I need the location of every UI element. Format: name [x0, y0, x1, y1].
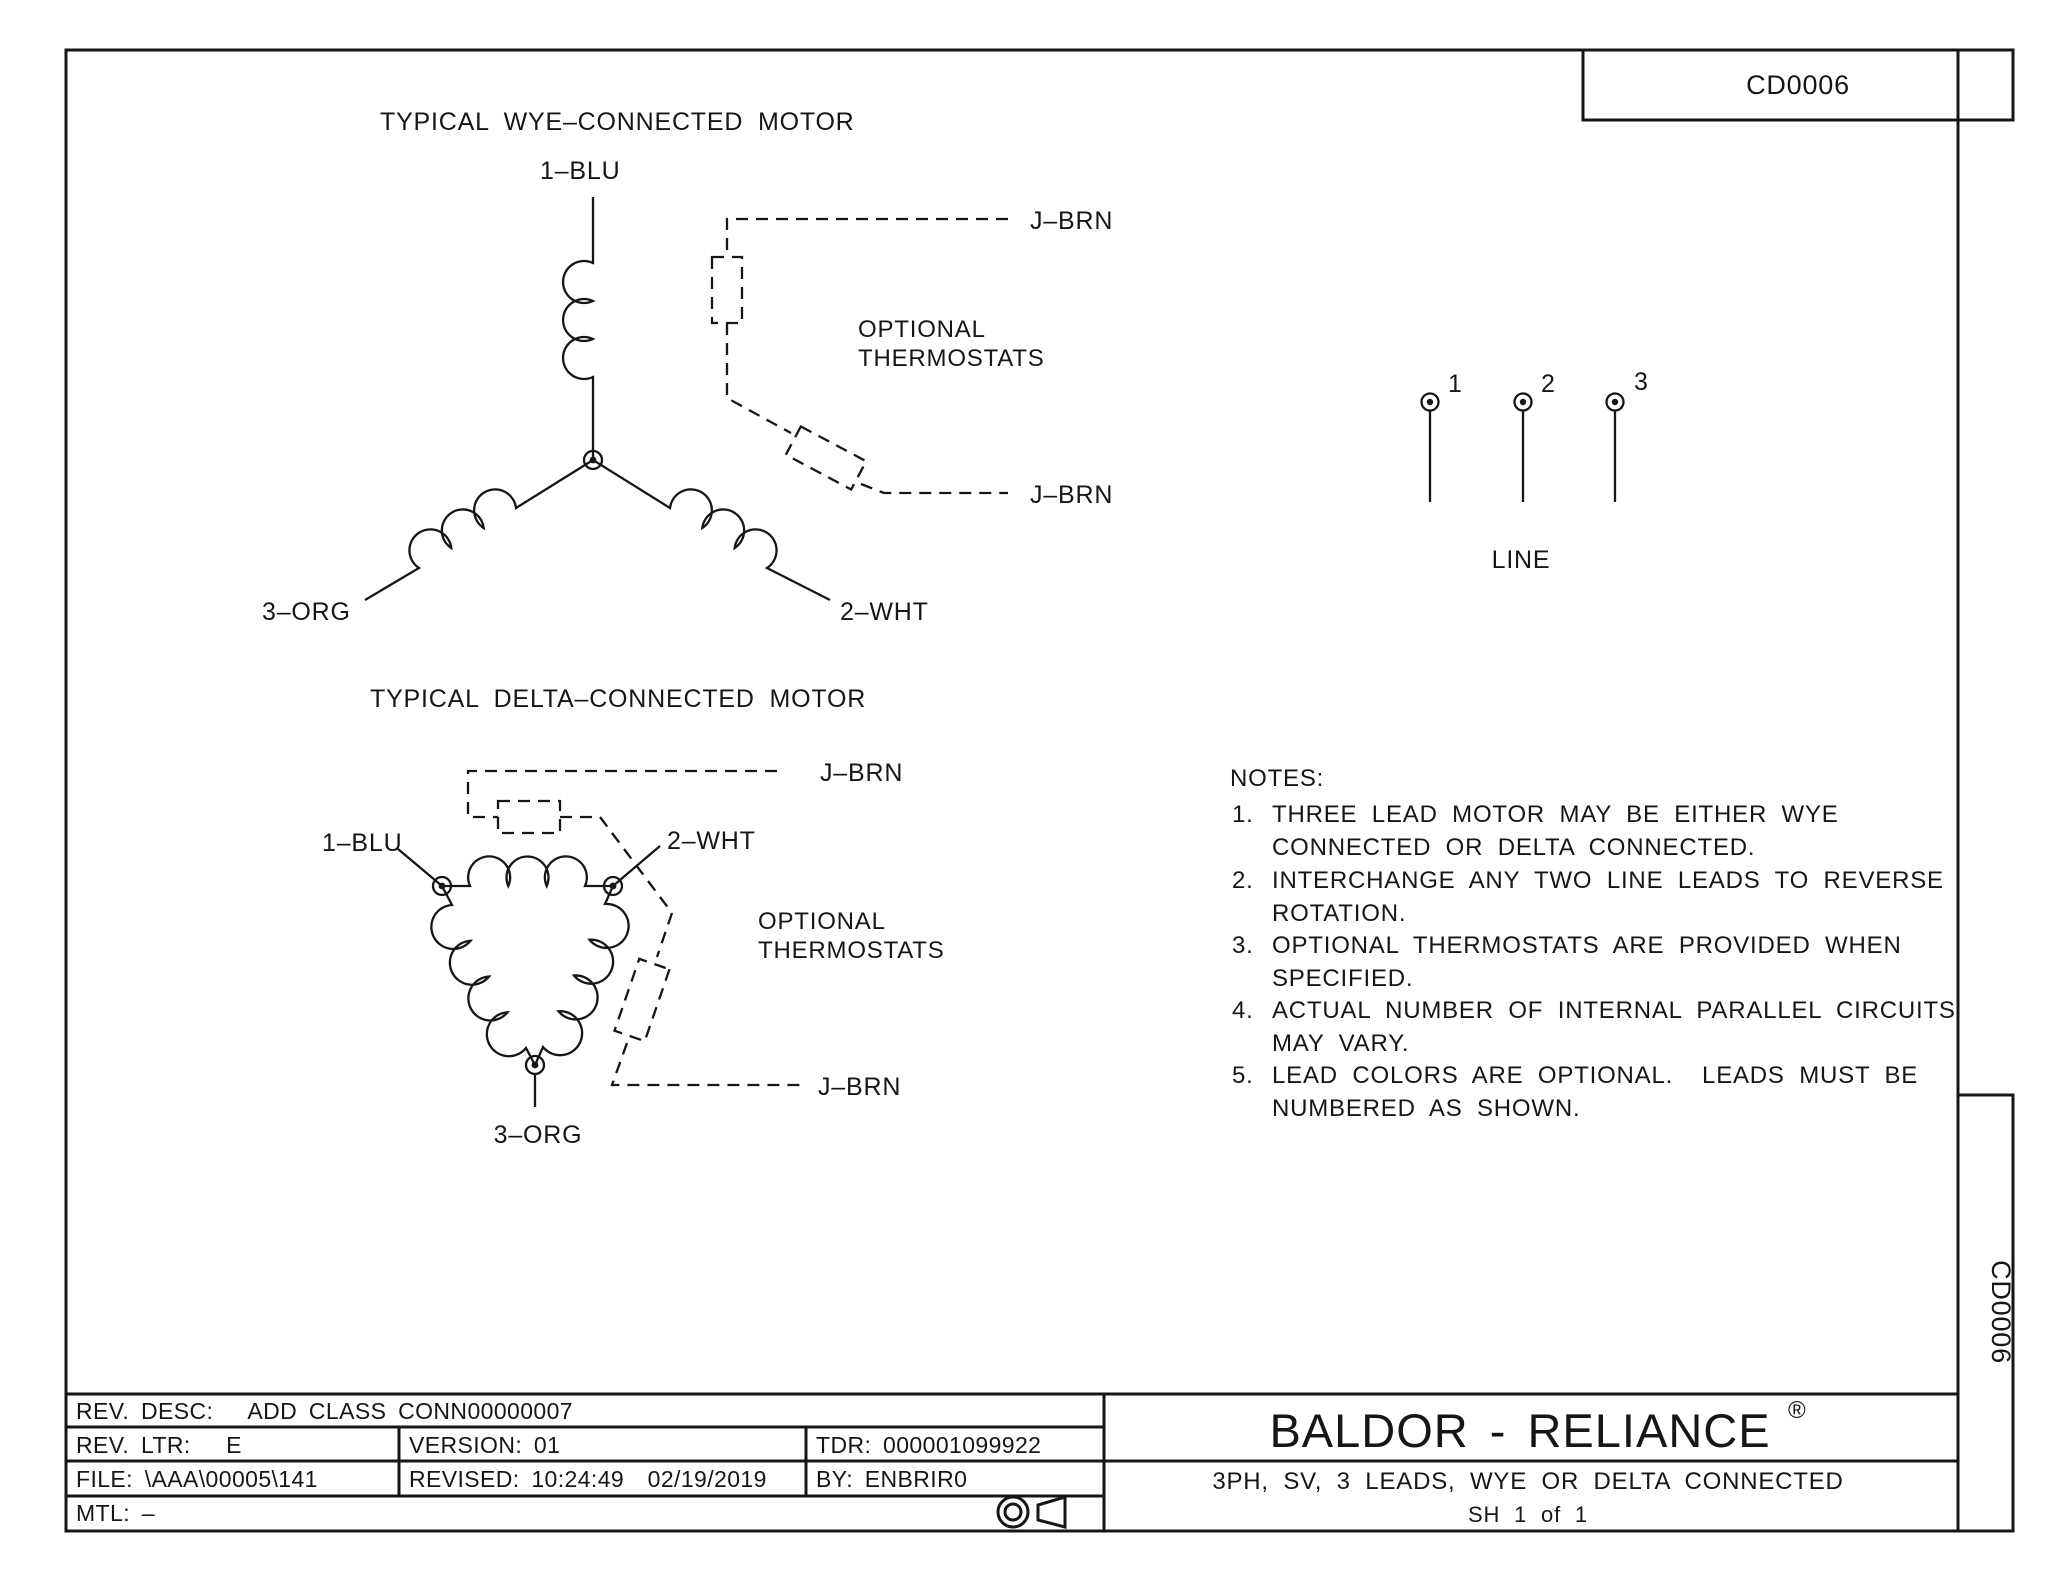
wye-title: TYPICAL WYE–CONNECTED MOTOR: [380, 108, 855, 136]
wye-lead3-label: 3–ORG: [262, 598, 351, 626]
revised-field: REVISED: 10:24:49 02/19/2019: [409, 1466, 767, 1492]
notes-heading: NOTES:: [1230, 765, 1325, 792]
line-terminal-2-label: 2: [1541, 370, 1556, 398]
wye-thermostat-label-1: OPTIONAL: [858, 316, 986, 343]
wye-jbrn-bottom-label: J–BRN: [1030, 481, 1114, 509]
delta-coil-left: [431, 886, 535, 1065]
rev-ltr-field: REV. LTR: E: [76, 1432, 242, 1458]
line-terminals: [1422, 394, 1624, 503]
delta-lead2-label: 2–WHT: [667, 827, 756, 855]
line-terminal-3-dot: [1612, 399, 1618, 405]
tdr-field: TDR: 000001099922: [816, 1432, 1042, 1458]
wye-thermostat-label-2: THERMOSTATS: [858, 345, 1045, 372]
note-5-line-1: LEAD COLORS ARE OPTIONAL. LEADS MUST BE: [1272, 1062, 1919, 1089]
delta-node-3-dot: [532, 1062, 539, 1069]
note-3-line-2: SPECIFIED.: [1272, 965, 1414, 992]
note-5-num: 5.: [1232, 1062, 1254, 1089]
delta-thermostat-2: [615, 959, 670, 1041]
wye-star-node-dot: [590, 457, 597, 464]
note-2-line-2: ROTATION.: [1272, 900, 1407, 927]
wye-coil-3: [365, 460, 593, 600]
outer-border: [66, 50, 1958, 1531]
drawing-border: [66, 50, 2013, 1531]
line-terminal-1-dot: [1427, 399, 1433, 405]
wye-thermostat-1: [712, 257, 742, 323]
sheet-number: SH 1 of 1: [1468, 1502, 1588, 1527]
delta-title: TYPICAL DELTA–CONNECTED MOTOR: [370, 685, 867, 713]
file-field: FILE: \AAA\00005\141: [76, 1466, 318, 1492]
wye-diagram: [365, 197, 1008, 600]
doc-code-side: CD0006: [1986, 1260, 2016, 1364]
wye-lead2-label: 2–WHT: [840, 598, 929, 626]
delta-thermostat-circuit-bottom: [612, 1043, 800, 1085]
projection-cone-icon: [1038, 1497, 1065, 1527]
delta-thermostat-1: [498, 801, 560, 833]
note-1-num: 1.: [1232, 801, 1254, 828]
version-field: VERSION: 01: [409, 1432, 561, 1458]
line-terminal-2-dot: [1520, 399, 1526, 405]
line-terminal-3-label: 3: [1634, 368, 1649, 396]
wye-coil-1: [563, 197, 593, 460]
note-4-line-2: MAY VARY.: [1272, 1030, 1410, 1057]
delta-jbrn-top-label: J–BRN: [820, 759, 904, 787]
delta-thermostat-label-1: OPTIONAL: [758, 908, 886, 935]
note-1-line-2: CONNECTED OR DELTA CONNECTED.: [1272, 834, 1756, 861]
delta-thermostat-label-2: THERMOSTATS: [758, 937, 945, 964]
delta-thermostat-circuit-top: [468, 771, 777, 817]
wye-thermostat-2: [786, 427, 866, 490]
note-3-line-1: OPTIONAL THERMOSTATS ARE PROVIDED WHEN: [1272, 932, 1902, 959]
note-2-num: 2.: [1232, 867, 1254, 894]
projection-circle-inner-icon: [1005, 1504, 1021, 1520]
wye-thermostat-circuit-bottom: [861, 484, 1008, 493]
delta-diagram: [398, 771, 800, 1107]
note-4-line-1: ACTUAL NUMBER OF INTERNAL PARALLEL CIRCUITS: [1272, 997, 1956, 1024]
by-field: BY: ENBRIR0: [816, 1466, 968, 1492]
delta-lead1-label: 1–BLU: [322, 829, 403, 857]
note-5-line-2: NUMBERED AS SHOWN.: [1272, 1095, 1581, 1122]
delta-lead-1: [398, 849, 442, 886]
delta-coil-top: [442, 856, 613, 886]
note-1-line-1: THREE LEAD MOTOR MAY BE EITHER WYE: [1272, 801, 1839, 828]
delta-coil-right: [535, 886, 629, 1065]
mtl-field: MTL: –: [76, 1500, 155, 1526]
brand-title: BALDOR - RELIANCE: [1269, 1404, 1771, 1457]
rev-desc-field: REV. DESC: ADD CLASS CONN00000007: [76, 1398, 573, 1424]
drawing-subtitle: 3PH, SV, 3 LEADS, WYE OR DELTA CONNECTED: [1212, 1468, 1844, 1495]
wye-jbrn-top-label: J–BRN: [1030, 207, 1114, 235]
note-4-num: 4.: [1232, 997, 1254, 1024]
wye-thermostat-circuit-mid: [727, 323, 791, 433]
doc-code-top: CD0006: [1746, 70, 1850, 100]
line-label: LINE: [1491, 546, 1551, 574]
brand-registered-mark: ®: [1788, 1397, 1807, 1424]
note-2-line-1: INTERCHANGE ANY TWO LINE LEADS TO REVERSE: [1272, 867, 1944, 894]
delta-lead3-label: 3–ORG: [493, 1121, 583, 1149]
wye-lead1-label: 1–BLU: [540, 157, 621, 185]
wye-coil-2: [593, 460, 830, 600]
note-3-num: 3.: [1232, 932, 1254, 959]
projection-circle-icon: [998, 1497, 1028, 1527]
line-terminal-1-label: 1: [1448, 370, 1463, 398]
wye-thermostat-circuit-top: [727, 219, 1008, 257]
delta-jbrn-bottom-label: J–BRN: [818, 1073, 902, 1101]
